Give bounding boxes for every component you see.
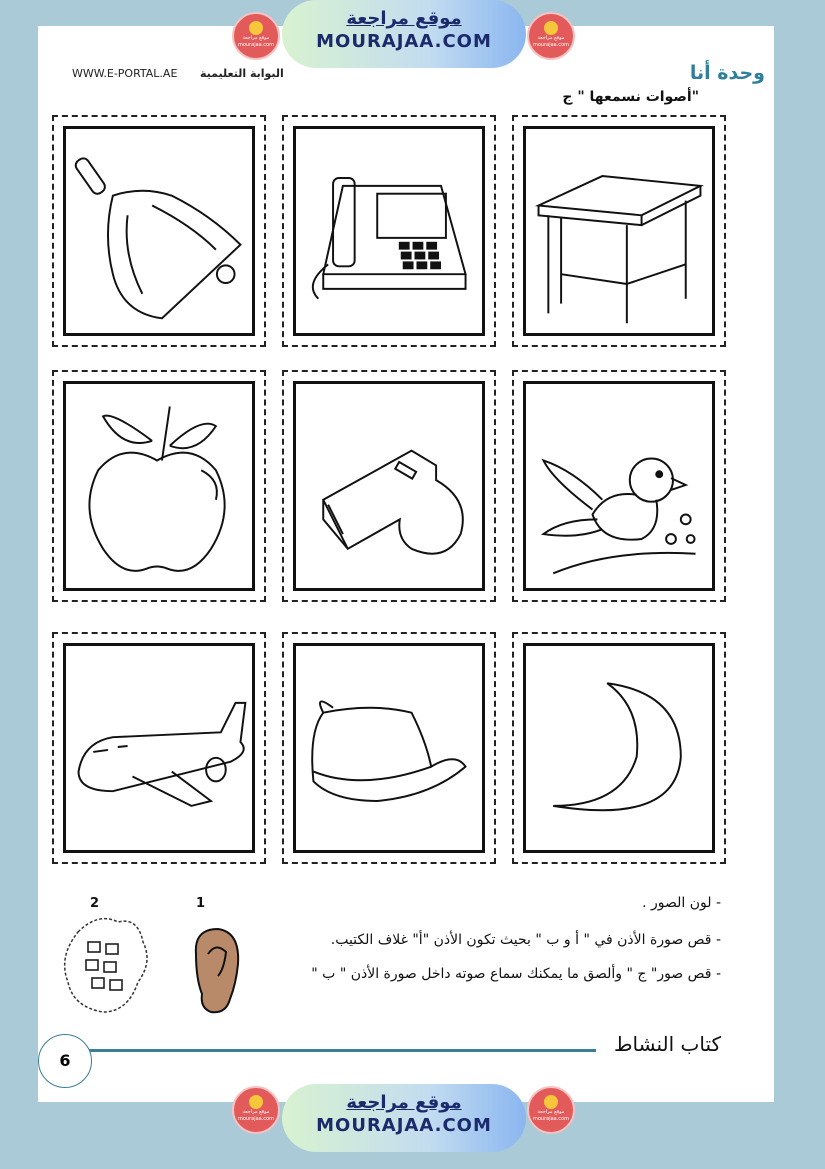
logo-badge-left: موقع مراجعة mourajaa.com — [232, 12, 280, 60]
whistle-icon — [284, 372, 494, 600]
instruction-2: - قص صورة الأذن في " أ و ب " بحيث تكون الأذن "أ" غلاف الكتيب. — [330, 932, 721, 948]
instruction-1: - لون الصور . — [642, 895, 721, 911]
book-title: كتاب النشاط — [614, 1032, 721, 1056]
banner-arabic: موقع مراجعة — [346, 8, 462, 29]
page-number: 6 — [38, 1034, 92, 1088]
card-bell — [52, 115, 266, 347]
airplane-icon — [54, 634, 264, 862]
bell-icon — [54, 117, 264, 345]
unit-subtitle: أصوات نسمعها " ج" — [562, 89, 699, 105]
crescent-moon-icon — [514, 634, 724, 862]
desk-icon — [514, 117, 724, 345]
cut-shapes-icon — [58, 912, 154, 1018]
site-url: WWW.E-PORTAL.AE — [72, 67, 178, 80]
ear-icon — [186, 924, 244, 1016]
card-bird — [512, 370, 726, 602]
card-moon — [512, 632, 726, 864]
site-name: البوابة التعليمية — [200, 67, 284, 80]
site-banner[interactable] — [282, 0, 526, 68]
banner-bottom-arabic: موقع مراجعة — [346, 1092, 462, 1113]
card-whistle — [282, 370, 496, 602]
banner-bottom-english: MOURAJAA.COM — [316, 1115, 492, 1136]
site-banner-bottom[interactable] — [282, 1084, 526, 1152]
apple-icon — [54, 372, 264, 600]
card-airplane — [52, 632, 266, 864]
footer-divider — [88, 1049, 596, 1052]
label-one: 1 — [196, 896, 206, 911]
bird-icon — [514, 372, 724, 600]
logo-badge-right: موقع مراجعة mourajaa.com — [527, 12, 575, 60]
card-apple — [52, 370, 266, 602]
logo-badge-bottom-left: موقع مراجعة mourajaa.com — [232, 1086, 280, 1134]
label-two: 2 — [90, 896, 100, 911]
card-cap — [282, 632, 496, 864]
card-telephone — [282, 115, 496, 347]
telephone-icon — [284, 117, 494, 345]
banner-english: MOURAJAA.COM — [316, 31, 492, 52]
instruction-3: - قص صور" ج " وألصق ما يمكنك سماع صوته داخل صورة الأذن " ب " — [311, 966, 721, 982]
unit-title: وحدة أنا — [689, 62, 765, 84]
logo-badge-bottom-right: موقع مراجعة mourajaa.com — [527, 1086, 575, 1134]
card-desk — [512, 115, 726, 347]
cap-icon — [284, 634, 494, 862]
